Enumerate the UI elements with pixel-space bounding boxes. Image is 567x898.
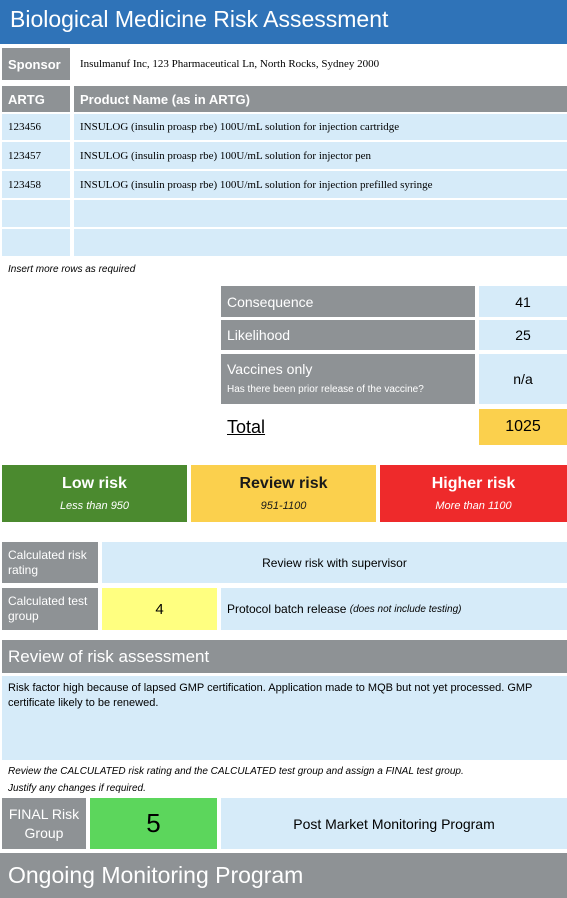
higher-risk-title: Higher risk [431,475,516,492]
artg-header: ARTG [2,86,70,112]
product-name-header: Product Name (as in ARTG) [74,86,567,112]
review-risk-range: 951-1100 [260,500,307,512]
review-text[interactable]: Risk factor high because of lapsed GMP certification. Application made to MQB but not yet processed. GMP certificate likely to be renewed. [2,676,567,760]
calculated-test-group-label: Calculated test group [2,588,98,630]
vaccines-label: Vaccines only [227,361,313,377]
total-value: 1025 [479,409,567,445]
calculated-risk-label: Calculated risk rating [2,542,98,583]
sponsor-value[interactable]: Insulmanuf Inc, 123 Pharmaceutical Ln, North Rocks, Sydney 2000 [80,58,380,70]
calculated-risk-value: Review risk with supervisor [102,542,567,583]
consequence-value[interactable]: 41 [479,286,567,317]
table-row-artg[interactable]: 123457 [2,142,70,169]
final-risk-group-value[interactable]: 5 [90,798,217,849]
review-risk-band [191,465,376,522]
higher-risk-band [380,465,567,522]
final-risk-group-label: FINAL Risk Group [2,798,86,849]
vaccines-sublabel: Has there been prior release of the vaccine? [227,384,424,395]
low-risk-range: Less than 950 [59,500,130,512]
test-group-description [221,588,567,630]
low-risk-title: Low risk [62,475,127,492]
page-title: Biological Medicine Risk Assessment [0,0,567,44]
review-risk-title: Review risk [239,475,328,492]
vaccines-value[interactable]: n/a [479,354,567,404]
table-row-product[interactable] [74,200,567,227]
review-instruction-1: Review the CALCULATED risk rating and the CALCULATED test group and assign a FINAL test group. [8,766,464,777]
final-program: Post Market Monitoring Program [221,798,567,849]
total-label: Total [227,416,266,437]
likelihood-label: Likelihood [221,320,475,350]
consequence-label: Consequence [221,286,475,317]
table-row-product[interactable]: INSULOG (insulin proasp rbe) 100U/mL solution for injection cartridge [74,114,567,140]
table-row-artg[interactable] [2,229,70,256]
likelihood-value[interactable]: 25 [479,320,567,350]
table-row-artg[interactable]: 123458 [2,171,70,198]
table-row-artg[interactable] [2,200,70,227]
table-row-product[interactable]: INSULOG (insulin proasp rbe) 100U/mL solution for injector pen [74,142,567,169]
vaccines-label-cell [221,354,475,404]
sponsor-label: Sponsor [2,48,70,80]
table-row-product[interactable]: INSULOG (insulin proasp rbe) 100U/mL solution for injection prefilled syringe [74,171,567,198]
higher-risk-range: More than 1100 [435,500,512,512]
ongoing-monitoring-heading: Ongoing Monitoring Program [0,853,567,898]
table-row-product[interactable] [74,229,567,256]
test-group-desc: Protocol batch release [227,602,347,616]
calculated-test-group-value: 4 [102,588,217,630]
insert-rows-note: Insert more rows as required [8,264,136,275]
table-row-artg[interactable]: 123456 [2,114,70,140]
low-risk-band [2,465,187,522]
test-group-note: (does not include testing) [349,603,462,615]
review-heading: Review of risk assessment [2,640,567,673]
review-instruction-2: Justify any changes if required. [8,783,146,794]
